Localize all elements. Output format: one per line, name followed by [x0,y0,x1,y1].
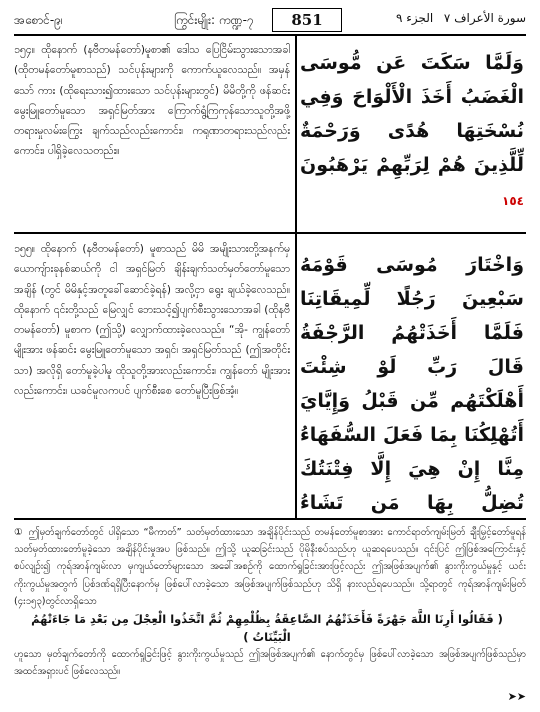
header-chapter-label: အစောင်-၉၊ [14,13,63,27]
header-juz: الجزء ٩ [396,11,434,25]
header-surah: سورة الأعراف ٧ [443,11,526,25]
translation-verse-154: ၁၅၄။ ထိုနောက် (နဗီတမန်တော်)မူစာ၏ ဒေါသ ပြေငြိမ်းသွားသောအခါ (ထိုတမန်တော်မူစာသည်) သင်ပုန်းများကို ကောက်ယူလေသည်။ အမှန်သော် ကား (ထိုရေးသား၍ထားသော သင်ပုန်းများတွင်) မိမိတို့ကို ဖန်ဆင်းမွေးမြူတော်မူသော အရှင်မြတ်အား ကြောက်ရွံ့ကြကုန်သောသူတို့အဖို့ တရားမှုလမ်းကြွေး ချက်သည်လည်းကောင်း၊ ကရုဏာတရားသည်လည်း ကောင်း၊ ပါရှိခဲ့လေသတည်း။ [14,44,290,158]
arabic-verse-155: وَاخْتَارَ مُوسَى قَوْمَهُ سَبْعِينَ رَجُلًا لِّمِيقَاتِنَا فَلَمَّا أَخَذَتْهُمُ الرَّجْفَةُ قَالَ رَبِّ لَوْ شِئْتَ أَهْلَكْتَهُم مِّن قَبْلُ وَإِيَّايَ أَتُهْلِكُنَا بِمَا فَعَلَ السُّفَهَاءُ مِنَّا إِنْ هِيَ إِلَّا فِتْنَتُكَ تُضِلُّ بِهَا مَن تَشَاءُ [300,254,524,514]
translation-verse-155: ၁၅၅။ ထိုနောက် (နဗီတမန်တော်) မူစာသည် မိမိ အမျိုးသားတို့အနက်မှ ယောကျ်ားခုနစ်ဆယ်ကို ငါ အရှင်မြတ် ချိန်းချက်သတ်မှတ်တော်မူသောအချိန် (တွင် မိမိနှင့်အတူခေါ်ဆောင်ခဲ့ရန်) အလို့ငှာ ရွေး ချယ်ခဲ့လေသည်။ ထိုနောက် ၎င်းတို့သည် မြေလျှင် ဘေးသင့်၍ပျက်စီးသွားသောအခါ (ထိုနဗီတမန်တော်) မူစာက (ဤသို့) လျှောက်ထားခဲ့လေသည်။ “အို- ကျွန်တော်မျိုးအား ဖန်ဆင်း မွေးမြူတော်မူသော အရှင်၊ အရှင်မြတ်သည် (ဤအတိုင်းသာ) အလိုရှိ တော်မူခဲ့ပါမူ ထိုသူတို့အားလည်းကောင်း၊ ကျွန်တော် မျိုးအားလည်းကောင်း၊ ယခင်မူလကပင် ပျက်စီးစေ တော်မူပြီးဖြစ်အံ့။ [14,243,290,398]
footnote [14,524,526,680]
footnote-arabic-quote: ( فَقَالُوا أَرِنَا اللَّهَ جَهْرَةً فَأَخَذَتْهُمُ الصَّاعِقَةُ بِظُلْمِهِمْ ثُمَّ اتَّخَذُوا الْعِجْلَ مِن بَعْدِ مَا جَاءَتْهُمُ الْبَيِّنَاتُ ) [31,612,503,645]
arabic-verse-154-text: وَلَمَّا سَكَتَ عَن مُّوسَى الْغَضَبُ أَخَذَ الْأَلْوَاحَ وَفِي نُسْخَتِهَا هُدًى وَرَحْمَةٌ لِّلَّذِينَ هُمْ لِرَبِّهِمْ يَرْهَبُونَ [300,52,524,176]
continue-arrows-icon: ➤➤ [507,690,526,703]
verse-number-marker: ١٥٤ [502,194,524,208]
page-header [14,8,526,32]
verse-divider [14,232,526,234]
header-rule [14,34,526,36]
column-divider [295,36,297,520]
footnote-text: ဤမှတ်ချက်တော်တွင် ပါရှိသော “မီကာတ်” သတ်မှတ်ထားသော အချိန်ပိုင်းသည် တမန်တော်မူစာအား ကောင်ရာတ်ကျမ်းမြတ် ချီးမြှင့်တော်မူရန် သတ်မှတ်ထားတော်မူခဲ့သော အချိန်ပိုင်းမှုအပ ဖြစ်သည်။ ဤသို့ ယူဆခြင်းသည် ပိုမိုနီးစပ်သည်ဟု ယူဆရပေသည်။ ၎င်းပြင် ဤဖြစ်အကြောင်းနှင့်စပ်လျဉ်း၍ ကုရ်အာန်ကျမ်းလာ မှကျယ်တော်များသော အခေါ်အစဉ်ကို ထောက်ရှုခြင်းအားဖြင့်လည်း ဤအဖြစ်အပျက်၏ နွားကိုးကွယ်မှုနှင့် ယင်းကိုးကွယ်မှုအတွက် ပြစ်ဒဏ်ရရှိပြီးနောက်မှ ဖြစ်ပေါ်လာခဲ့သော အဖြစ်အပျက်ဖြစ်သည်ဟု သိရှိ နားလည်ရပေသည်။ သို့ရာတွင် ကုရ်အာန်ကျမ်းမြတ် (၄း၁၅၃)တွင်လာရှိသော [14,527,526,607]
footnote-number: ① [14,527,25,538]
footnote-text-continued: ဟူသော မှတ်ချက်တော်ကို ထောက်ရှုခြင်းဖြင့် နွားကိုးကွယ်မှုသည် ဤအဖြစ်အပျက်၏ နောက်တွင်မှ ဖြစ်ပေါ်လာခဲ့သော အဖြစ်အပျက်ဖြစ်သည်မှာ အထင်အရှားပင် ဖြစ်လေသည်။ [14,649,526,678]
arabic-verse-154 [300,46,524,218]
page-number: 851 [272,8,342,32]
header-section-label: ကြွင်းမျိုး: ကဏ္ဍ-၇ [174,13,254,27]
